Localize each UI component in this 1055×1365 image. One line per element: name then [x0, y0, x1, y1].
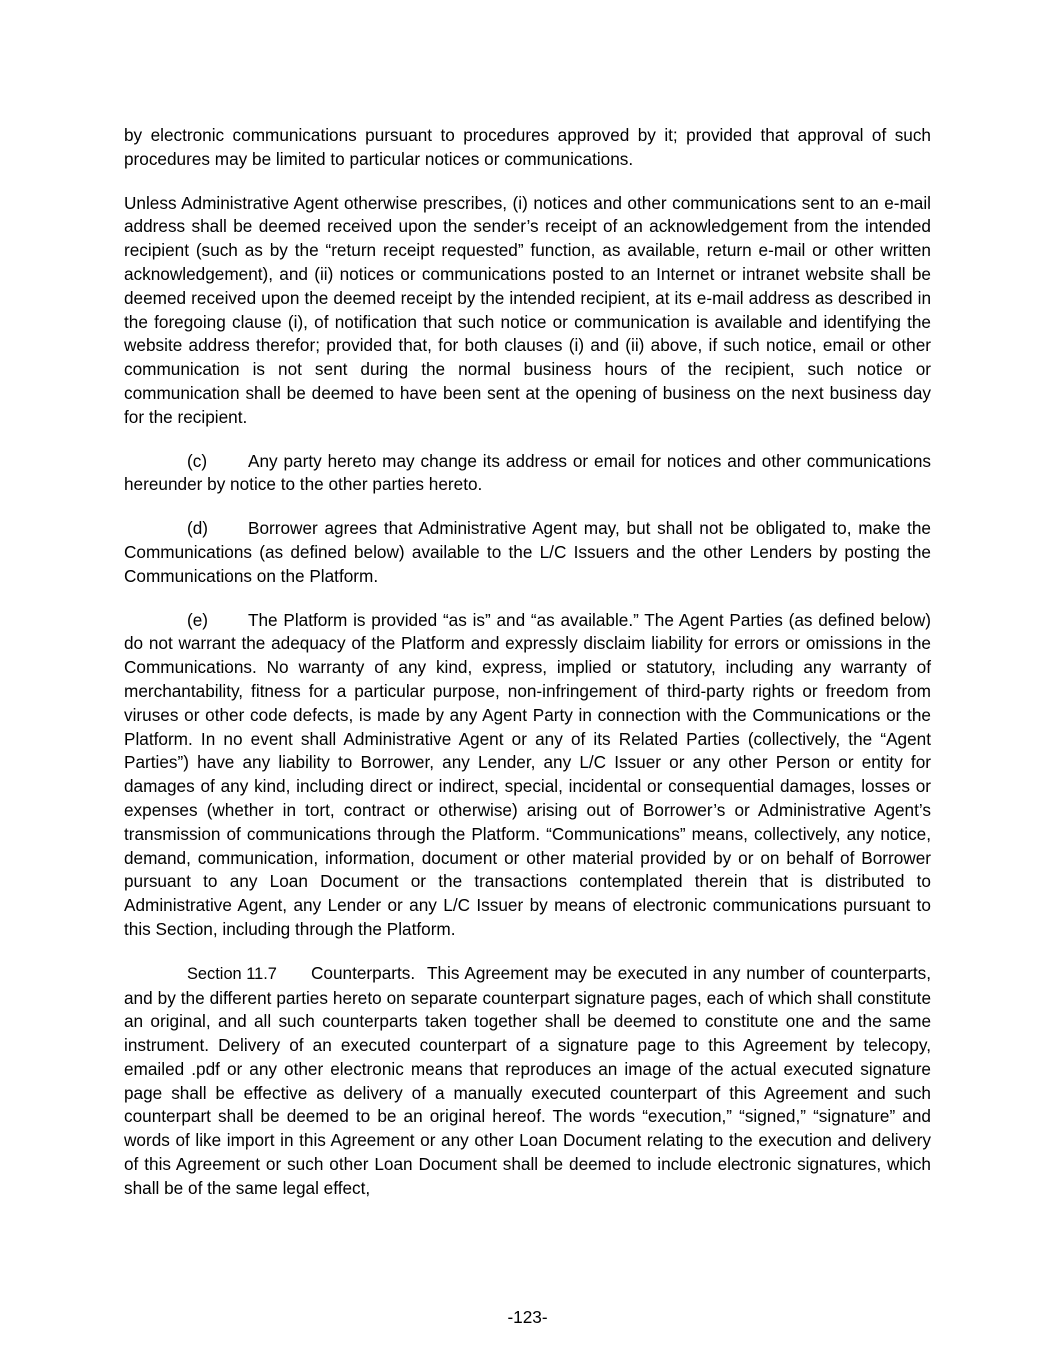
clause-text: Any party hereto may change its address or email for notices and other communications hereunder by notice to the other parties hereto. [124, 450, 931, 495]
paragraph-notice-receipt [124, 192, 931, 430]
section-11-7 [124, 962, 931, 1201]
document-body [124, 124, 931, 1221]
paragraph-continuation [124, 124, 931, 172]
clause-label: (d) [187, 518, 209, 539]
section-title: Counterparts. [311, 962, 416, 983]
clause-e [124, 609, 931, 942]
clause-label: (c) [187, 450, 208, 471]
paragraph-text: by electronic communications pursuant to procedures approved by it; provided that approval of such procedures may be limited to particular notices or communications. [124, 125, 931, 169]
clause-d [124, 517, 931, 588]
page-number: -123- [507, 1307, 548, 1327]
section-text: This Agreement may be executed in any number of counterparts, and by the different parties hereto on separate counterpart signature pages, each of which shall constitute an original, and all such counterparts taken together shall be deemed to constitute one and the same instrument. Delivery of an executed counterpart of a signature page to this Agreement by telecopy, emailed .pdf or any other electronic means that reproduces an image of the actual executed signature page shall be effective as delivery of a manually executed counterpart of this Agreement and such counterpart shall be deemed to be an original hereof. The words “execution,” “signed,” “signature” and words of like import in this Agreement or any other Loan Document relating to the execution and delivery of this Agreement or such other Loan Document shall be deemed to include electronic signatures, which shall be of the same legal effect, [124, 962, 931, 1198]
paragraph-text: Unless Administrative Agent otherwise prescribes, (i) notices and other communications sent to an e-mail address shall be deemed received upon the sender’s receipt of an acknowledgement from the intended recipient (such as by the “return receipt requested” function, as available, return e-mail or other written acknowledgement), and (ii) notices or communications posted to an Internet or intranet website shall be deemed received upon the deemed receipt by the intended recipient, at its e-mail address as described in the foregoing clause (i), of notification that such notice or communication is available and identifying the website address therefor; provided that, for both clauses (i) and (ii) above, if such notice, email or other communication is not sent during the normal business hours of the recipient, such notice or communication shall be deemed to have been sent at the opening of business on the next business day for the recipient. [124, 192, 931, 427]
clause-label: (e) [187, 609, 209, 630]
section-number: Section 11.7 [187, 964, 277, 983]
clause-text: The Platform is provided “as is” and “as available.” The Agent Parties (as defined below) do not warrant the adequacy of the Platform and expressly disclaim liability for errors or omissions in the Communications. No warranty of any kind, express, implied or statutory, including any warranty of merchantability, fitness for a particular purpose, non-infringement of third-party rights or freedom from viruses or other code defects, is made by any Agent Party in connection with the Communications or the Platform. In no event shall Administrative Agent or any of its Related Parties (collectively, the “Agent Parties”) have any liability to Borrower, any Lender, any L/C Issuer or any other Person or entity for damages of any kind, including direct or indirect, special, incidental or consequential damages, losses or expenses (whether in tort, contract or otherwise) arising out of Borrower’s or Administrative Agent’s transmission of communications through the Platform. “Communications” means, collectively, any notice, demand, communication, information, document or other material provided by or on behalf of Borrower pursuant to any Loan Document or the transactions contemplated therein that is distributed to Administrative Agent, any Lender or any L/C Issuer by means of electronic communications pursuant to this Section, including through the Platform. [124, 609, 931, 939]
clause-c [124, 450, 931, 498]
clause-text: Borrower agrees that Administrative Agent may, but shall not be obligated to, make the Communications (as defined below) available to the L/C Issuers and the other Lenders by posting the Communications on the Platform. [124, 518, 931, 586]
